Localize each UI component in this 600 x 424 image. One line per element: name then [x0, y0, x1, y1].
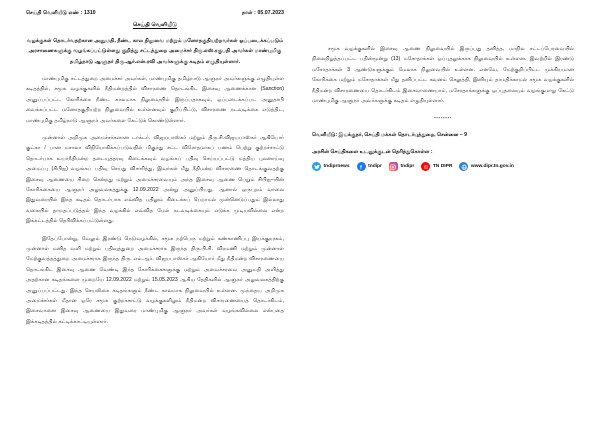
- globe-icon: [459, 162, 468, 171]
- lead-paragraph: வழக்குகள் தொடர்வதற்கான அனுமதி, நீண்ட கால நிலுவை மற்றும் மனோதகுதியற்றவர்கள் ஒப்படைக்கப்படும் அரசாணைகளுக்கு வழங்கப்பட்டுள்ளது குறித்து சட்டத்துறை அமைச்சர் திரு.எஸ்.ரகுபதி அவர்கள் மாண்புமிகு தமிழ்நாடு ஆளுநர் திரு.ஆர்.என்.ரவி அவர்களுக்கு கடிதம் எழுதியுள்ளார்.: [26, 38, 284, 65]
- twitter-handle: tndiprnews: [323, 164, 350, 170]
- body-paragraph-1: மாண்புமிகு சட்டத்துறை அமைச்சர் அவர்கள், மாண்புமிகு தமிழ்நாடு ஆளுநர் அவர்களுக்கு எழுதியுள்ள கடிதத்தில், சமூக வழக்குகளில் நீதிமன்றத்தில் விசாரணை தொடங்கிட இசைவு ஆணைக்கான (Sanction) அனுப்பப்பட்ட கோரிக்கை நீண்ட காலமாக நிலுவையில் இருப்பதாகவும், ஒப்படைக்கப்பட அனுதாபி வைக்கப்பட்ட மனோதகுதியற்ற நிலுவையில் உள்ளனவும் குறிப்பிட்டு, விசாரணை நடவடிக்கை எடுத்திட, மாண்புமிகு தமிழ்நாடு ஆளுநர் அவர்களை கேட்டுக் கொண்டுள்ளார்.: [26, 75, 284, 124]
- social-link-twitter[interactable]: [312, 162, 350, 171]
- instagram-handle: tndipr: [400, 164, 415, 170]
- body-paragraph-2: முன்னாள் அறிமுக அமைச்சர்களான டாக்டர். விஜயபாஸ்கர் மற்றும் திரு.சி.விஜயபாஸ்கர் ஆகியோர் குட்கா / பான மசாலா விநியோகிக்கப்படுவதில் மிகுந்து சட்ட விரோதமாகப் பணம் பெற்று குற்றச்சாட்டு தொடர்பாக உயர்நீதிமன்ற தடையுத்தரவு கிடைக்கவும் வழங்கப் பதிவு செய்யப்பட்டு மத்திய புலனாய்வு அமைப்பு (சிபிஐ) வழங்கப் பதிவு செய்து விசாரித்து, இவர்கள் மீது நீதிமன்ற விசாரணை தொடங்குவதற்கு இசைவு ஆணையை சிறை சென்றது மற்றும் அமைச்சரவையும் அந்த இசைவு ஆணை பெறும் சிபிஐ–யின் கோரிக்கையை ஆளுநர் அலுவலகத்துக்கு 12.09.2022 அன்று அனுப்பியது. ஆனால் ஒருபுறம் வாலை இதுவரையில் இந்த கடிதம் தொடர்பாக எவ்வித பதிலும் கிடைக்கப் பெறாமல் முன்னெடுப்பதும் இல்லாது வகையில் தாமதப்படுத்தல் இந்த வழக்கில் எவ்வித மேல் நடவடிக்கையும் எடுக்க முடியவில்லை என்ற இக்கட்டத்தில் தெரிவிக்கப்பட்டுள்ளது.: [26, 134, 284, 225]
- facebook-icon: [357, 162, 366, 171]
- youtube-handle: TN DIPR: [432, 164, 453, 170]
- body-paragraph-3: இதேப்போன்று, வேலும் இரண்டு நெடுவழக்கில், சமூக நற்பெரு மற்றும் கண்காணிப்பு இயக்குநரகம், முன்னாள் மனித வளி மற்றும் பதிவுத்துறை அமைச்சராக இருந்த திரு.பி.சி. விரமணி மற்றும் முன்னாள் மேற்குவத்தத்துறை அமைச்சராக இருந்த திரு. எம்.ஆர். விஜயபாஸ்கர் ஆகியோர் மீது நீதிமன்ற விசாரணையை தொடங்கிட இசைவு ஆணை வேண்டி இந்த கோரிக்கைகளுக்கு மற்றும் அவைச்சரவை அனுமதி அளித்து அதற்கான கடிதங்களை முறையே 12.09.2022 மற்றும் 15.05.2023 ஆகிய தேதிகளில் ஆளுநர் அலுவலகத்திற்கு அனுப்பப்பட்டது. இந்த செயலிகை கடிதங்களும் நீண்ட காலமாக நிலுவையில் உள்ளன. முந்தைய அறிமுக அமைச்சர்கள் மீதான ஒரே சமூக குற்றச்சாட்டு வழக்குகளிலும் நீதிமன்ற விசாரணையைத் தொடர்கிடம், இசைவானை இசைவு ஆணையை இதுவரை மாண்புமிகு ஆளுநர் அவர்கள் வழங்கவில்லை என்பதை இக்கடிதத்தில் சுட்டிக்காட்டியுள்ளார்.: [26, 235, 284, 325]
- instagram-icon: [389, 162, 398, 171]
- release-number: செய்தி வெளியீடு எண் : 1310: [26, 10, 96, 16]
- left-column: [14, 10, 290, 418]
- social-link-youtube[interactable]: [421, 162, 452, 171]
- body-paragraph-4: சமூக வழக்குகளில் இசைவு ஆணை நிலுவையில் இருப்பது தனித்த, மாநில சட்டப்பேரவையில் நிலைநிறுத்தப்பட்ட பதின்மூன்று (13) மசோதாக்கள் ஒப்புதலுக்காக நிலுவையில் உள்ளன. இவற்றில் இரண்டு மசோதாக்கள் 3 ஆண்டுகளுக்கும் மேலாக நிலுவையில் உள்ளன. எனவே, மேற்குறிப்பிட்ட முக்கியமான கோரிக்கை மற்றும் மசோதாக்கள் மீது தனிப்பட்ட கவனம் செலுத்தி, இனியும் தாமதிக்காமல் சமூக வழக்குகளில் நீதிமன்ற விசாரணையை தொடர்கிடம் இசைவாணையாம், மசோதாக்களுக்கு ஒப்புதலையும் வழங்குமாறு கேட்டு மாண்புமிகு ஆளுநர் அவர்களுக்கு கடிதம் எழுதியுள்ளார்.: [312, 46, 574, 105]
- social-media-intro: அரசின் செய்திகளை உடனுக்குடன் தெரிந்துகொள்ள :: [312, 149, 433, 156]
- release-date: நாள் : 05.07.2023: [241, 10, 284, 16]
- publisher-line: வெளியீடு: இயக்குநர், செய்தி மக்கள் தொடர்புத்துறை, சென்னை – 9: [312, 132, 467, 139]
- social-link-facebook[interactable]: [357, 162, 382, 171]
- twitter-icon: [312, 162, 321, 171]
- section-divider: --------: [434, 115, 452, 122]
- social-link-instagram[interactable]: [389, 162, 414, 171]
- youtube-icon: [421, 162, 430, 171]
- website-url: www.dipr.tn.gov.in: [470, 164, 514, 170]
- page-title: செய்தி வெளியீடு: [132, 22, 178, 28]
- social-link-website[interactable]: [459, 162, 513, 171]
- column-top-spacer: [312, 10, 574, 44]
- social-media-row: [312, 162, 574, 171]
- facebook-handle: tndipr: [368, 164, 382, 170]
- right-column: [304, 10, 580, 418]
- document-meta-row: [26, 10, 284, 16]
